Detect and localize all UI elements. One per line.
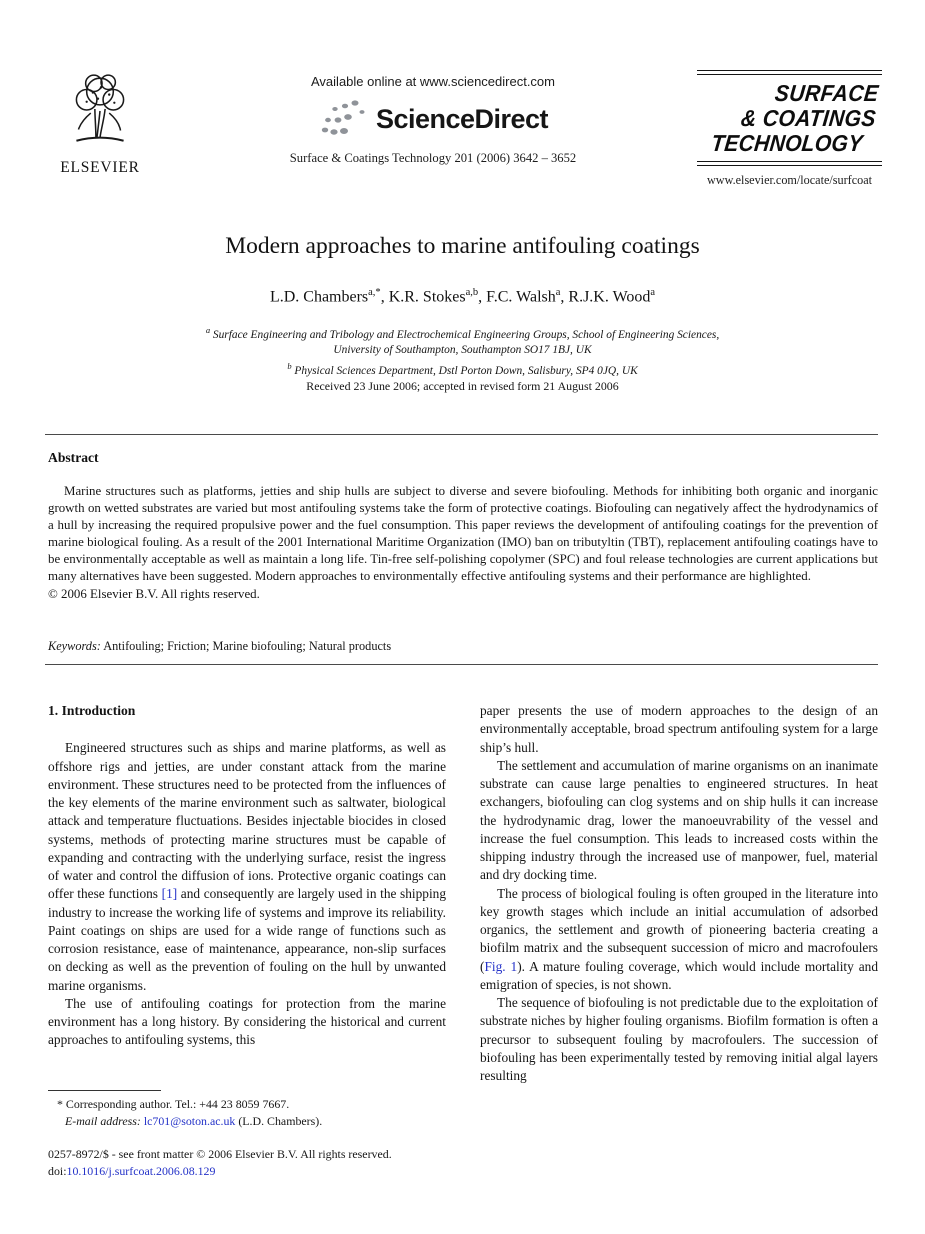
- footnote-block: [48, 1090, 450, 1181]
- affiliation-text: University of Southampton, Southampton SO17 1BJ, UK: [333, 344, 592, 357]
- divider-keywords-bottom: [45, 664, 878, 665]
- author-separator: ,: [560, 288, 569, 306]
- divider-abstract-top: [45, 434, 878, 435]
- author-name: K.R. Stokes: [388, 288, 466, 306]
- affiliations: [0, 323, 925, 379]
- sciencedirect-wordmark: ScienceDirect: [375, 103, 549, 134]
- abstract-heading: Abstract: [48, 450, 99, 465]
- author-affiliation-sup: a: [555, 287, 561, 298]
- sciencedirect-dots-icon: [318, 97, 370, 142]
- author-name: R.J.K. Wood: [568, 288, 651, 306]
- intro-paragraph-3: The settlement and accumulation of marine organisms on an inanimate substrate can cause large penalties to engineered structures. In heat exchangers, biofouling can clog systems and on ship hulls it can increase the hydrodynamic drag, lower the manoeuvrability of the vessel and increase the fuel consumption. This leads to increased costs within the shipping industry through the increased use of manpower, fuel, material and dry docking time.: [480, 757, 878, 883]
- journal-logo-line2: & COATINGS: [739, 105, 878, 131]
- journal-citation: Surface & Coatings Technology 201 (2006) 3642 – 3652: [289, 151, 577, 165]
- paper-title: Modern approaches to marine antifouling coatings: [225, 233, 700, 259]
- author-name: L.D. Chambers: [269, 288, 369, 306]
- abstract-body: [48, 483, 878, 603]
- intro-paragraph-5: The sequence of biofouling is not predictable due to the exploitation of substrate niches by higher fouling organisms. Biofilm formation is often a precursor to subsequent fouling by macrofoulers. The succession of biofouling has been experimentally tested by removing initial algal layers resulting: [480, 995, 878, 1083]
- author-separator: ,: [478, 288, 487, 306]
- reference-1-link[interactable]: [1]: [161, 886, 178, 902]
- paragraph-text: Engineered structures such as ships and marine platforms, as well as offshore rigs and jetties, are under constant attack from the marine environment. These structures need to be protected from the influences of the key elements of the marine environment such as saltwater, biological attack and temperature fluctuations. Besides injectable biocides in closed systems, methods of protecting marine structures must be capable of expanding and contracting with the underlying surface, resist the ingress of water and control the diffusion of ions. Protective organic coatings can offer these functions: [48, 740, 446, 902]
- right-column: [480, 702, 878, 1085]
- journal-logo-line1: SURFACE: [773, 80, 880, 106]
- corresponding-author-note: * Corresponding author. Tel.: +44 23 8059 7667.: [57, 1097, 290, 1111]
- author-affiliation-sup: a,*: [368, 287, 381, 298]
- abstract-text: Marine structures such as platforms, jetties and ship hulls are subject to diverse and severe biofouling. Methods for inhibiting both organic and inorganic growth on wetted substrates are varied but most antifouling systems take the form of protective coatings. Biofouling can negatively affect the hydrodynamics of a hull by increasing the required propulsive power and the fuel consumption. This paper reviews the development of antifouling coatings for the prevention of marine biological fouling. As a result of the 2001 International Maritime Organization (IMO) ban on tributyltin (TBT), replacement antifouling coatings have to be environmentally acceptable as well as maintain a long life. Tin-free self-polishing copolymer (SPC) and foul release technologies are current applications but many alternatives have been suggested. Modern approaches to environmentally effective antifouling systems and their performance are highlighted.: [48, 484, 878, 584]
- doi-label: doi:: [48, 1164, 67, 1179]
- affiliation-text: Physical Sciences Department, Dstl Porton Down, Salisbury, SP4 0JQ, UK: [291, 364, 638, 377]
- affiliation-line: [0, 343, 925, 359]
- paragraph-text: The process of biological fouling is often grouped in the literature into key growth stages which include an initial accumulation of adsorbed organics, the settlement and growth of pioneering bacteria creating a biofilm matrix and the subsequent succession of micro and macrofoulers (: [480, 885, 878, 974]
- author-separator: ,: [380, 288, 389, 306]
- sciencedirect-logo: [246, 97, 620, 141]
- intro-paragraph-4: [480, 885, 878, 995]
- keywords-text: Antifouling; Friction; Marine biofouling; Natural products: [100, 639, 392, 653]
- elsevier-logo-block: [48, 70, 152, 177]
- paragraph-text: and consequently are largely used in the shipping industry to increase the working life of systems and improve its reliability. Paint coatings on ships are used for a wide range of functions such as corrosion resistance, ease of maintenance, appearance, non-slip surfaces on decking as well as the prevention of fouling on the hull by unwanted marine organisms.: [48, 886, 446, 993]
- author-name: F.C. Walsh: [486, 288, 556, 306]
- intro-paragraph-2: The use of antifouling coatings for protection from the marine environment has a long history. By considering the historical and current approaches to antifouling systems, this: [48, 995, 446, 1048]
- authors-line: [0, 287, 925, 306]
- author-affiliation-sup: a,b: [465, 287, 479, 298]
- journal-logo-rule-bottom: [697, 161, 882, 166]
- affiliation-sup: b: [287, 360, 292, 371]
- intro-paragraph-2-continued: paper presents the use of modern approaches to the design of an environmentally acceptable, broad spectrum antifouling system for a large ship’s hull.: [480, 703, 878, 755]
- copyright-notice: © 2006 Elsevier B.V. All rights reserved.: [48, 586, 260, 601]
- keywords-label: Keywords:: [48, 639, 101, 653]
- journal-site-url: www.elsevier.com/locate/surfcoat: [706, 173, 873, 187]
- doi-link[interactable]: 10.1016/j.surfcoat.2006.08.129: [66, 1164, 216, 1179]
- figure-1-link[interactable]: Fig. 1: [484, 958, 518, 974]
- body-columns: [48, 702, 878, 1085]
- header-center: [246, 74, 620, 166]
- footnote-rule: [48, 1090, 161, 1091]
- left-column: [48, 702, 446, 1085]
- intro-paragraph-1: [48, 739, 446, 995]
- affiliation-sup: a: [205, 325, 211, 335]
- email-label: E-mail address:: [65, 1114, 141, 1129]
- email-suffix: (L.D. Chambers).: [235, 1114, 323, 1129]
- email-address-link[interactable]: lc701@soton.ac.uk: [140, 1114, 236, 1129]
- section-heading-introduction: 1. Introduction: [48, 703, 136, 718]
- affiliation-text: Surface Engineering and Tribology and Electrochemical Engineering Groups, School of Engineering Sciences,: [210, 328, 720, 341]
- journal-logo: [692, 75, 886, 161]
- author-affiliation-sup: a: [650, 287, 656, 298]
- journal-logo-line3: TECHNOLOGY: [710, 130, 864, 156]
- keywords-line: [48, 639, 878, 654]
- issn-copyright-line: 0257-8972/$ - see front matter © 2006 Elsevier B.V. All rights reserved.: [48, 1146, 392, 1161]
- received-dates: Received 23 June 2006; accepted in revised form 21 August 2006: [306, 379, 619, 393]
- journal-logo-block: [697, 70, 882, 188]
- affiliation-line: [0, 323, 925, 343]
- paragraph-text: ). A mature fouling coverage, which would include mortality and emigration of species, is not shown.: [480, 958, 878, 992]
- doi-line: [48, 1163, 450, 1180]
- elsevier-wordmark: ELSEVIER: [60, 159, 140, 176]
- affiliation-line: [0, 359, 925, 379]
- email-line: [48, 1113, 450, 1130]
- elsevier-tree-icon: [56, 139, 144, 156]
- available-online-text: Available online at www.sciencedirect.com: [311, 74, 555, 89]
